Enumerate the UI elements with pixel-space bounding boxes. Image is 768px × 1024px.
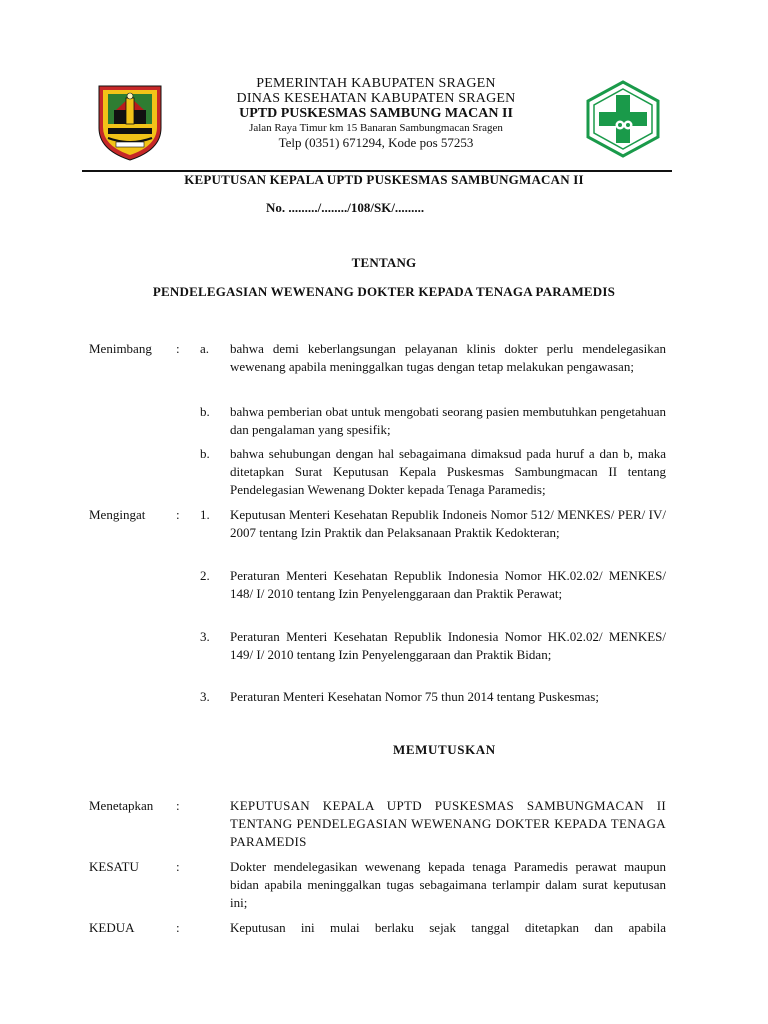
- kedua-text: Keputusan ini mulai berlaku sejak tanggal ditetapkan dan apabila: [230, 920, 666, 935]
- letterhead: [190, 76, 562, 151]
- item-number: 3.: [200, 629, 210, 644]
- menetapkan-text: KEPUTUSAN KEPALA UPTD PUSKESMAS SAMBUNGMACAN II TENTANG PENDELEGASIAN WEWENANG DOKTER KEPADA TENAGA PARAMEDIS: [230, 798, 666, 849]
- decision-number: No. ........./......../108/SK/.........: [266, 200, 425, 215]
- letterhead-government: PEMERINTAH KABUPATEN SRAGEN: [256, 76, 496, 91]
- item-number: a.: [200, 341, 210, 356]
- menetapkan-label: Menetapkan: [89, 798, 154, 813]
- colon: :: [176, 920, 180, 935]
- colon: :: [176, 341, 180, 356]
- menimbang-label: Menimbang: [89, 341, 152, 356]
- sragen-emblem-logo: [96, 84, 164, 162]
- kedua-label: KEDUA: [89, 920, 135, 935]
- item-text: Keputusan Menteri Kesehatan Republik Indoneis Nomor 512/ MENKES/ PER/ IV/ 2007 tentang Izin Praktik dan Pelaksanaan Praktik Kedokteran;: [230, 507, 666, 540]
- item-number: b.: [200, 404, 210, 419]
- item-text: bahwa pemberian obat untuk mengobati seorang pasien membutuhkan pengetahuan dan pengalaman yang spesifik;: [230, 404, 666, 437]
- item-text: Peraturan Menteri Kesehatan Republik Indonesia Nomor HK.02.02/ MENKES/ 149/ I/ 2010 tentang Izin Penyelenggaraan dan Praktik Bidan;: [230, 629, 666, 662]
- item-number: 1.: [200, 507, 210, 522]
- letterhead-phone: Telp (0351) 671294, Kode pos 57253: [278, 135, 474, 150]
- colon: :: [176, 507, 180, 522]
- kesatu-text: Dokter mendelegasikan wewenang kepada tenaga Paramedis perawat maupun bidan apabila meninggalkan tugas sebagaimana terlampir dalam surat keputusan ini;: [230, 859, 666, 910]
- mengingat-label: Mengingat: [89, 507, 146, 522]
- item-number: 2.: [200, 568, 210, 583]
- memutuskan-heading: MEMUTUSKAN: [393, 742, 496, 757]
- item-text: bahwa demi keberlangsungan pelayanan klinis dokter perlu mendelegasikan wewenang apabila meninggalkan tugas dengan tetap melakukan pengawasan;: [230, 341, 666, 374]
- item-number: b.: [200, 446, 210, 461]
- item-text: bahwa sehubungan dengan hal sebagaimana dimaksud pada huruf a dan b, maka ditetapkan Surat Keputusan Kepala Puskesmas Sambungmacan II tentang Pendelegasian Wewenang Dokter kepada Tenaga Paramedis;: [230, 446, 666, 497]
- colon: :: [176, 859, 180, 874]
- item-number: 3.: [200, 689, 210, 704]
- item-text: Peraturan Menteri Kesehatan Nomor 75 thun 2014 tentang Puskesmas;: [230, 689, 599, 704]
- kesatu-label: KESATU: [89, 859, 139, 874]
- letterhead-institution: UPTD PUSKESMAS SAMBUNG MACAN II: [239, 106, 513, 121]
- decision-title: KEPUTUSAN KEPALA UPTD PUSKESMAS SAMBUNGMACAN II: [184, 172, 584, 187]
- puskesmas-logo: [583, 79, 663, 159]
- decision-subject: PENDELEGASIAN WEWENANG DOKTER KEPADA TENAGA PARAMEDIS: [152, 284, 616, 299]
- letterhead-address: Jalan Raya Timur km 15 Banaran Sambungmacan Sragen: [249, 122, 503, 134]
- item-text: Peraturan Menteri Kesehatan Republik Indonesia Nomor HK.02.02/ MENKES/ 148/ I/ 2010 tentang Izin Penyelenggaraan dan Praktik Perawat;: [230, 568, 666, 601]
- colon: :: [176, 798, 180, 813]
- tentang-heading: TENTANG: [351, 255, 417, 270]
- letterhead-department: DINAS KESEHATAN KABUPATEN SRAGEN: [236, 91, 516, 106]
